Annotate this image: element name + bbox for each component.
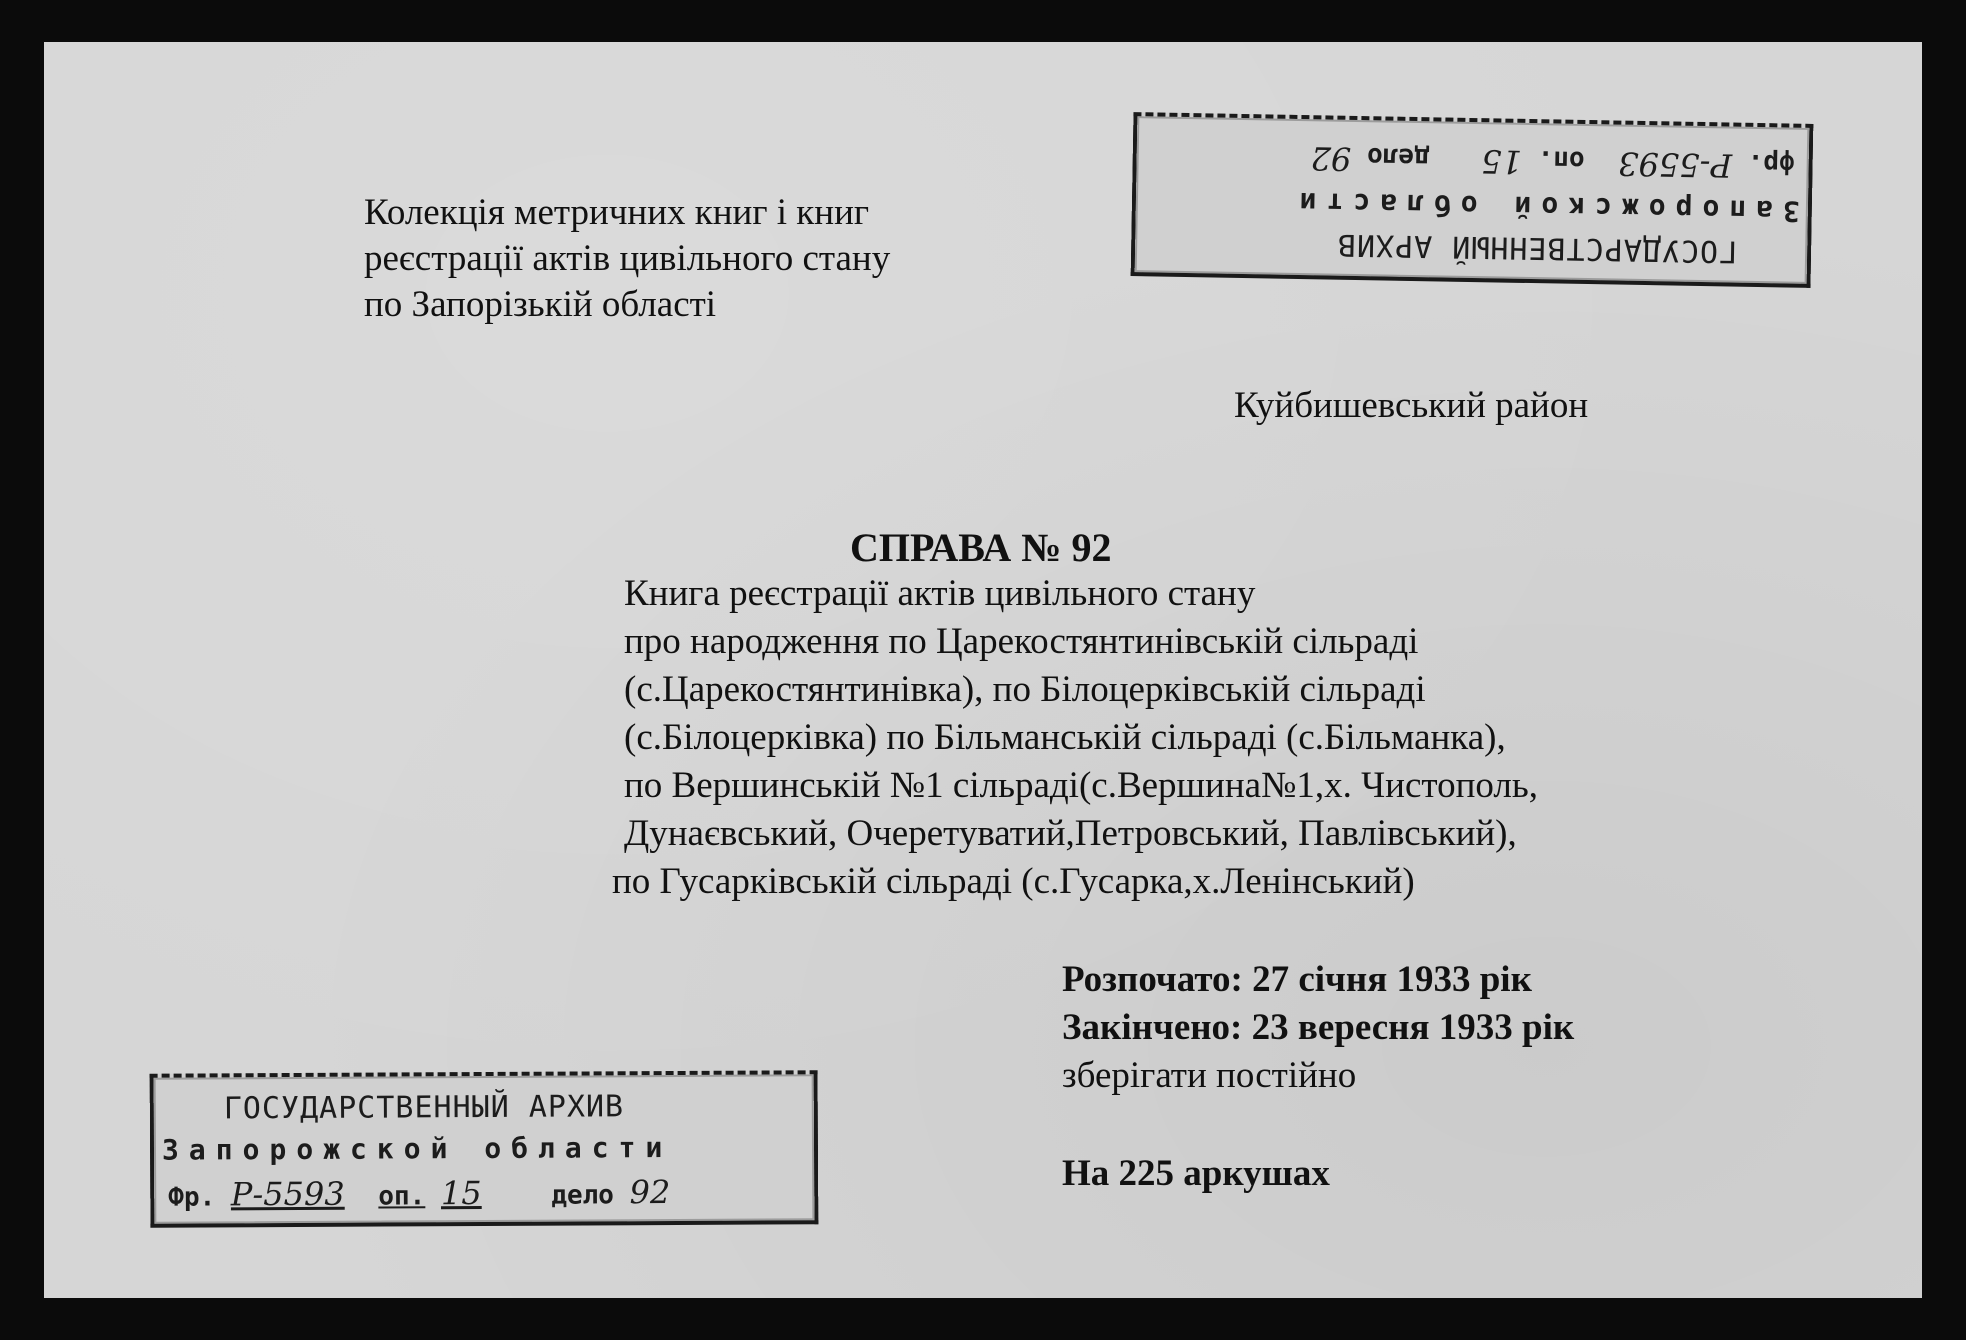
stamp-bottom-reference [168, 1173, 670, 1214]
description-line-1: Книга реєстрації актів цивільного стану [624, 573, 1256, 614]
stamp-bottom-archive-name: ГОСУДАРСТВЕННЫЙ АРХИВ [223, 1089, 625, 1127]
case-description [612, 570, 1538, 906]
collection-line-1: Колекція метричних книг і книг [364, 192, 870, 233]
description-line-2: про народження по Царекостянтинівській сільраді [624, 621, 1419, 662]
sheets-count: На 225 аркушах [1062, 1153, 1330, 1194]
description-line-4: (с.Білоцерківка) по Більманській сільраді (с.Більманка), [624, 717, 1506, 758]
case-title: СПРАВА № 92 [850, 525, 1112, 570]
finished-label: Закінчено: [1062, 1007, 1243, 1048]
stamp-top-reference [1310, 139, 1795, 185]
stamp-top-delo-label: дело [1366, 141, 1430, 173]
started-row [1062, 956, 1574, 1004]
stamp-top-archive-name: ГОСУДАРСТВЕННЫЙ АРХИВ [1336, 226, 1738, 269]
stamp-bottom-delo-value: 92 [629, 1173, 671, 1212]
district-label: Куйбишевський район [1234, 385, 1589, 426]
started-value: 27 січня 1933 рік [1252, 959, 1532, 1000]
stamp-top-region: Запорожской области [1289, 185, 1801, 228]
description-line-5: по Вершинській №1 сільраді(с.Вершина№1,х. Чистополь, [624, 765, 1538, 806]
archive-cover-sheet [44, 42, 1922, 1298]
started-label: Розпочато: [1062, 959, 1243, 1000]
collection-line-2: реєстрації актів цивільного стану [364, 238, 891, 279]
description-line-3: (с.Царекостянтинівка), по Білоцерківській сільраді [624, 669, 1426, 710]
archive-stamp-bottom [150, 1070, 819, 1227]
description-line-7: по Гусарківській сільраді (с.Гусарка,х.Ленінський) [612, 861, 1415, 902]
retention-note: зберігати постійно [1062, 1055, 1357, 1096]
stamp-top-fond-value: Р-5593 [1617, 144, 1733, 185]
collection-heading [364, 190, 890, 328]
stamp-bottom-fond-label: Фр. [168, 1182, 216, 1213]
collection-line-3: по Запорізькій області [364, 284, 717, 325]
stamp-top-opis-label: оп. [1537, 144, 1585, 175]
description-line-6: Дунаєвський, Очеретуватий,Петровський, Павлівський), [624, 813, 1517, 854]
stamp-bottom-region: Запорожской области [161, 1131, 673, 1167]
stamp-bottom-fond-value: Р-5593 [230, 1174, 345, 1214]
finished-value: 23 вересня 1933 рік [1251, 1007, 1575, 1048]
archive-stamp-top [1131, 112, 1814, 288]
stamp-top-opis-value: 15 [1480, 142, 1523, 181]
stamp-top-delo-value: 92 [1310, 139, 1352, 178]
stamp-bottom-delo-label: дело [551, 1180, 615, 1211]
finished-row [1062, 1004, 1574, 1052]
stamp-top-fond-label: фр. [1747, 147, 1795, 179]
stamp-bottom-opis-value: 15 [440, 1174, 482, 1213]
case-dates [1062, 956, 1574, 1100]
stamp-bottom-opis-label: оп. [378, 1181, 426, 1212]
